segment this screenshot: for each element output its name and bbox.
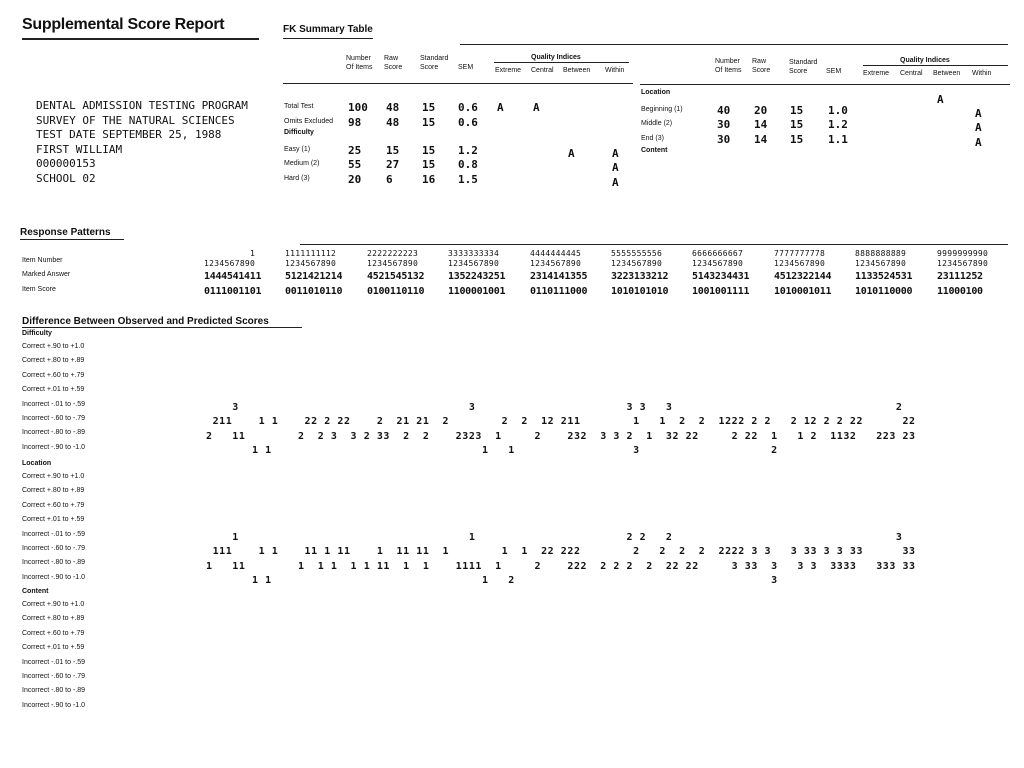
fk-right-row-label: Beginning (1) <box>641 106 683 113</box>
marked-answer-block: 5121421214 <box>285 271 343 282</box>
marked-answer-label: Marked Answer <box>22 271 71 278</box>
hdr-central-right: Central <box>900 70 923 77</box>
fk-left-standard-score: 15 <box>422 144 436 157</box>
fk-left-raw-score: 48 <box>386 116 400 129</box>
fk-left-between: A <box>568 147 575 160</box>
marked-answer-block: 3223133212 <box>611 271 669 282</box>
candidate-test-date: TEST DATE SEPTEMBER 25, 1988 <box>36 128 222 141</box>
candidate-info <box>36 99 248 186</box>
hdr-sem: SEM <box>458 64 474 71</box>
fk-left-raw-score: 48 <box>386 101 400 114</box>
hdr-quality-indices-right: Quality Indices <box>900 57 950 64</box>
hdr-extreme-right: Extreme <box>863 70 890 77</box>
difference-plot-row: 211 1 1 22 2 22 2 21 21 2 2 2 12 211 1 1 2 2 1222 2 2 2 12 2 2 22 22 <box>206 416 916 427</box>
fk-left-number-of-items: 100 <box>348 101 368 114</box>
difference-section-title: Location <box>22 460 52 467</box>
fk-right-within: A <box>975 107 982 120</box>
fk-left-row-label: Hard (3) <box>284 175 310 182</box>
fk-left-sem: 0.6 <box>458 116 478 129</box>
difference-row-label: Incorrect -.60 to -.79 <box>22 673 86 680</box>
difference-row-label: Incorrect -.90 to -1.0 <box>22 702 86 709</box>
difference-plot-row: 1 1 2 2 2 3 <box>206 532 903 543</box>
difference-row-label: Incorrect -.01 to -.59 <box>22 401 86 408</box>
fk-right-raw-score: 20 <box>754 104 768 117</box>
item-number-tens: 3333333334 <box>448 249 500 258</box>
fk-left-central: A <box>533 101 540 114</box>
difference-row-label: Correct +.90 to +1.0 <box>22 473 85 480</box>
difference-row-label: Incorrect -.90 to -1.0 <box>22 574 86 581</box>
difference-row-label: Correct +.80 to +.89 <box>22 487 85 494</box>
item-score-block: 1010110000 <box>855 286 913 297</box>
difference-row-label: Incorrect -.80 to -.89 <box>22 559 86 566</box>
marked-answer-block: 4512322144 <box>774 271 832 282</box>
difference-title: Difference Between Observed and Predicted Scores <box>22 316 269 327</box>
marked-answer-block: 23111252 <box>937 271 983 282</box>
item-score-block: 1001001111 <box>692 286 750 297</box>
difference-section-title: Content <box>22 588 49 595</box>
difference-row-label: Correct +.90 to +1.0 <box>22 343 85 350</box>
marked-answer-block: 1352243251 <box>448 271 506 282</box>
right-table-rule <box>640 84 1010 85</box>
difference-row-label: Correct +.01 to +.59 <box>22 516 85 523</box>
hdr-within-right: Within <box>972 70 992 77</box>
item-score-block: 1010001011 <box>774 286 832 297</box>
fk-left-row-label: Omits Excluded <box>284 118 334 125</box>
item-number-units: 1234567890 <box>204 259 256 268</box>
hdr-central: Central <box>531 67 554 74</box>
difference-row-label: Correct +.90 to +1.0 <box>22 601 85 608</box>
candidate-survey: SURVEY OF THE NATURAL SCIENCES <box>36 113 235 127</box>
item-score-block: 0110111000 <box>530 286 588 297</box>
fk-left-sem: 0.8 <box>458 158 478 171</box>
fk-left-within: A <box>612 147 619 160</box>
item-number-tens: 4444444445 <box>530 249 582 258</box>
marked-answer-block: 1133524531 <box>855 271 913 282</box>
item-score-block: 1100001001 <box>448 286 506 297</box>
item-number-tens: 8888888889 <box>855 249 907 258</box>
item-number-units: 1234567890 <box>692 259 744 268</box>
item-number-units: 1234567890 <box>774 259 826 268</box>
marked-answer-block: 4521545132 <box>367 271 425 282</box>
difference-underline <box>22 327 302 328</box>
fk-left-within: A <box>612 176 619 189</box>
fk-left-within: A <box>612 161 619 174</box>
fk-top-rule <box>460 44 1008 45</box>
fk-right-number-of-items: 40 <box>717 104 731 117</box>
quality-indices-rule-right <box>863 65 1008 66</box>
fk-left-row-label: Total Test <box>284 103 314 110</box>
fk-left-standard-score: 15 <box>422 158 436 171</box>
hdr-between: Between <box>563 67 591 74</box>
hdr-raw-score-right: Raw Score <box>752 58 771 74</box>
fk-left-number-of-items: 55 <box>348 158 362 171</box>
marked-answer-block: 2314141355 <box>530 271 588 282</box>
item-number-units: 1234567890 <box>448 259 500 268</box>
item-score-block: 11000100 <box>937 286 983 297</box>
difference-row-label: Correct +.80 to +.89 <box>22 615 85 622</box>
item-number-tens: 1111111112 <box>285 249 337 258</box>
item-number-tens: 1 <box>204 249 256 258</box>
fk-right-row-label: End (3) <box>641 135 664 142</box>
fk-title-underline <box>283 38 373 39</box>
fk-left-number-of-items: 98 <box>348 116 362 129</box>
fk-left-extreme: A <box>497 101 504 114</box>
fk-right-standard-score: 15 <box>790 133 804 146</box>
marked-answer-block: 1444541411 <box>204 271 262 282</box>
difference-row-label: Correct +.01 to +.59 <box>22 644 85 651</box>
difference-row-label: Correct +.01 to +.59 <box>22 386 85 393</box>
fk-left-heading: Difficulty <box>284 129 314 136</box>
difference-row-label: Incorrect -.80 to -.89 <box>22 429 86 436</box>
item-number-label: Item Number <box>22 257 63 264</box>
hdr-within: Within <box>605 67 625 74</box>
response-patterns-underline <box>20 239 124 240</box>
fk-right-heading: Location <box>641 89 671 96</box>
fk-right-row-label: Middle (2) <box>641 120 673 127</box>
difference-row-label: Correct +.60 to +.79 <box>22 630 85 637</box>
fk-right-sem: 1.0 <box>828 104 848 117</box>
title-underline <box>22 38 259 40</box>
item-number-units: 1234567890 <box>855 259 907 268</box>
fk-right-between: A <box>937 93 944 106</box>
fk-left-sem: 1.5 <box>458 173 478 186</box>
difference-row-label: Correct +.60 to +.79 <box>22 502 85 509</box>
item-number-tens: 9999999990 <box>937 249 989 258</box>
difference-plot-row: 1 1 1 2 3 <box>206 575 778 586</box>
marked-answer-block: 5143234431 <box>692 271 750 282</box>
item-score-block: 1010101010 <box>611 286 669 297</box>
response-patterns-rule <box>300 244 1008 245</box>
fk-left-standard-score: 15 <box>422 116 436 129</box>
item-number-tens: 6666666667 <box>692 249 744 258</box>
fk-right-raw-score: 14 <box>754 118 768 131</box>
hdr-extreme: Extreme <box>495 67 522 74</box>
fk-right-within: A <box>975 121 982 134</box>
hdr-standard-score-right: Standard Score <box>789 59 818 75</box>
fk-right-raw-score: 14 <box>754 133 768 146</box>
fk-left-raw-score: 6 <box>386 173 393 186</box>
difference-row-label: Correct +.80 to +.89 <box>22 357 85 364</box>
difference-plot-row: 111 1 1 11 1 11 1 11 11 1 1 1 22 222 2 2 2 2 2222 3 3 3 33 3 3 33 33 <box>206 546 916 557</box>
item-number-units: 1234567890 <box>937 259 989 268</box>
report-title: Supplemental Score Report <box>22 16 225 33</box>
difference-plot-row: 2 11 2 2 3 3 2 33 2 2 2323 1 2 232 3 3 2 1 32 22 2 22 1 1 2 1132 223 23 <box>206 431 916 442</box>
quality-indices-rule <box>494 62 629 63</box>
hdr-number-of-items-right: Number Of Items <box>715 58 742 74</box>
item-number-tens: 7777777778 <box>774 249 826 258</box>
fk-right-standard-score: 15 <box>790 104 804 117</box>
difference-row-label: Incorrect -.01 to -.59 <box>22 659 86 666</box>
fk-left-number-of-items: 20 <box>348 173 362 186</box>
difference-row-label: Incorrect -.60 to -.79 <box>22 415 86 422</box>
item-number-tens: 2222222223 <box>367 249 419 258</box>
candidate-name: FIRST WILLIAM <box>36 142 123 156</box>
fk-left-row-label: Medium (2) <box>284 160 320 167</box>
fk-right-heading: Content <box>641 147 668 154</box>
difference-row-label: Incorrect -.80 to -.89 <box>22 687 86 694</box>
item-score-label: Item Score <box>22 286 56 293</box>
fk-right-within: A <box>975 136 982 149</box>
difference-row-label: Incorrect -.60 to -.79 <box>22 545 86 552</box>
hdr-quality-indices: Quality Indices <box>531 54 581 61</box>
hdr-between-right: Between <box>933 70 961 77</box>
item-number-units: 1234567890 <box>530 259 582 268</box>
left-table-rule <box>283 83 633 84</box>
difference-row-label: Incorrect -.01 to -.59 <box>22 531 86 538</box>
item-number-units: 1234567890 <box>611 259 663 268</box>
difference-row-label: Incorrect -.90 to -1.0 <box>22 444 86 451</box>
hdr-raw-score: Raw Score <box>384 55 403 71</box>
candidate-school: SCHOOL 02 <box>36 171 96 185</box>
hdr-sem-right: SEM <box>826 68 842 75</box>
hdr-number-of-items: Number Of Items <box>346 55 373 71</box>
item-score-block: 0011010110 <box>285 286 343 297</box>
candidate-program: DENTAL ADMISSION TESTING PROGRAM <box>36 99 248 112</box>
difference-row-label: Correct +.60 to +.79 <box>22 372 85 379</box>
fk-right-number-of-items: 30 <box>717 133 731 146</box>
fk-left-number-of-items: 25 <box>348 144 362 157</box>
hdr-standard-score: Standard Score <box>420 55 449 71</box>
fk-left-raw-score: 27 <box>386 158 400 171</box>
item-score-block: 0100110110 <box>367 286 425 297</box>
fk-left-standard-score: 16 <box>422 173 436 186</box>
candidate-id: 000000153 <box>36 157 96 170</box>
fk-right-number-of-items: 30 <box>717 118 731 131</box>
fk-table-title: FK Summary Table <box>283 24 373 35</box>
difference-plot-row: 3 3 3 3 3 2 <box>206 402 903 413</box>
item-score-block: 0111001101 <box>204 286 262 297</box>
fk-left-row-label: Easy (1) <box>284 146 311 153</box>
fk-left-raw-score: 15 <box>386 144 400 157</box>
fk-right-standard-score: 15 <box>790 118 804 131</box>
fk-left-sem: 0.6 <box>458 101 478 114</box>
fk-left-sem: 1.2 <box>458 144 478 157</box>
response-patterns-title: Response Patterns <box>20 227 111 238</box>
item-number-units: 1234567890 <box>367 259 419 268</box>
difference-plot-row: 1 11 1 1 1 1 1 11 1 1 1111 1 2 222 2 2 2 2 22 22 3 33 3 3 3 3333 333 33 <box>206 561 916 572</box>
item-number-tens: 5555555556 <box>611 249 663 258</box>
fk-right-sem: 1.2 <box>828 118 848 131</box>
fk-right-sem: 1.1 <box>828 133 848 146</box>
difference-section-title: Difficulty <box>22 330 52 337</box>
fk-left-standard-score: 15 <box>422 101 436 114</box>
item-number-units: 1234567890 <box>285 259 337 268</box>
difference-plot-row: 1 1 1 1 3 2 <box>206 445 778 456</box>
